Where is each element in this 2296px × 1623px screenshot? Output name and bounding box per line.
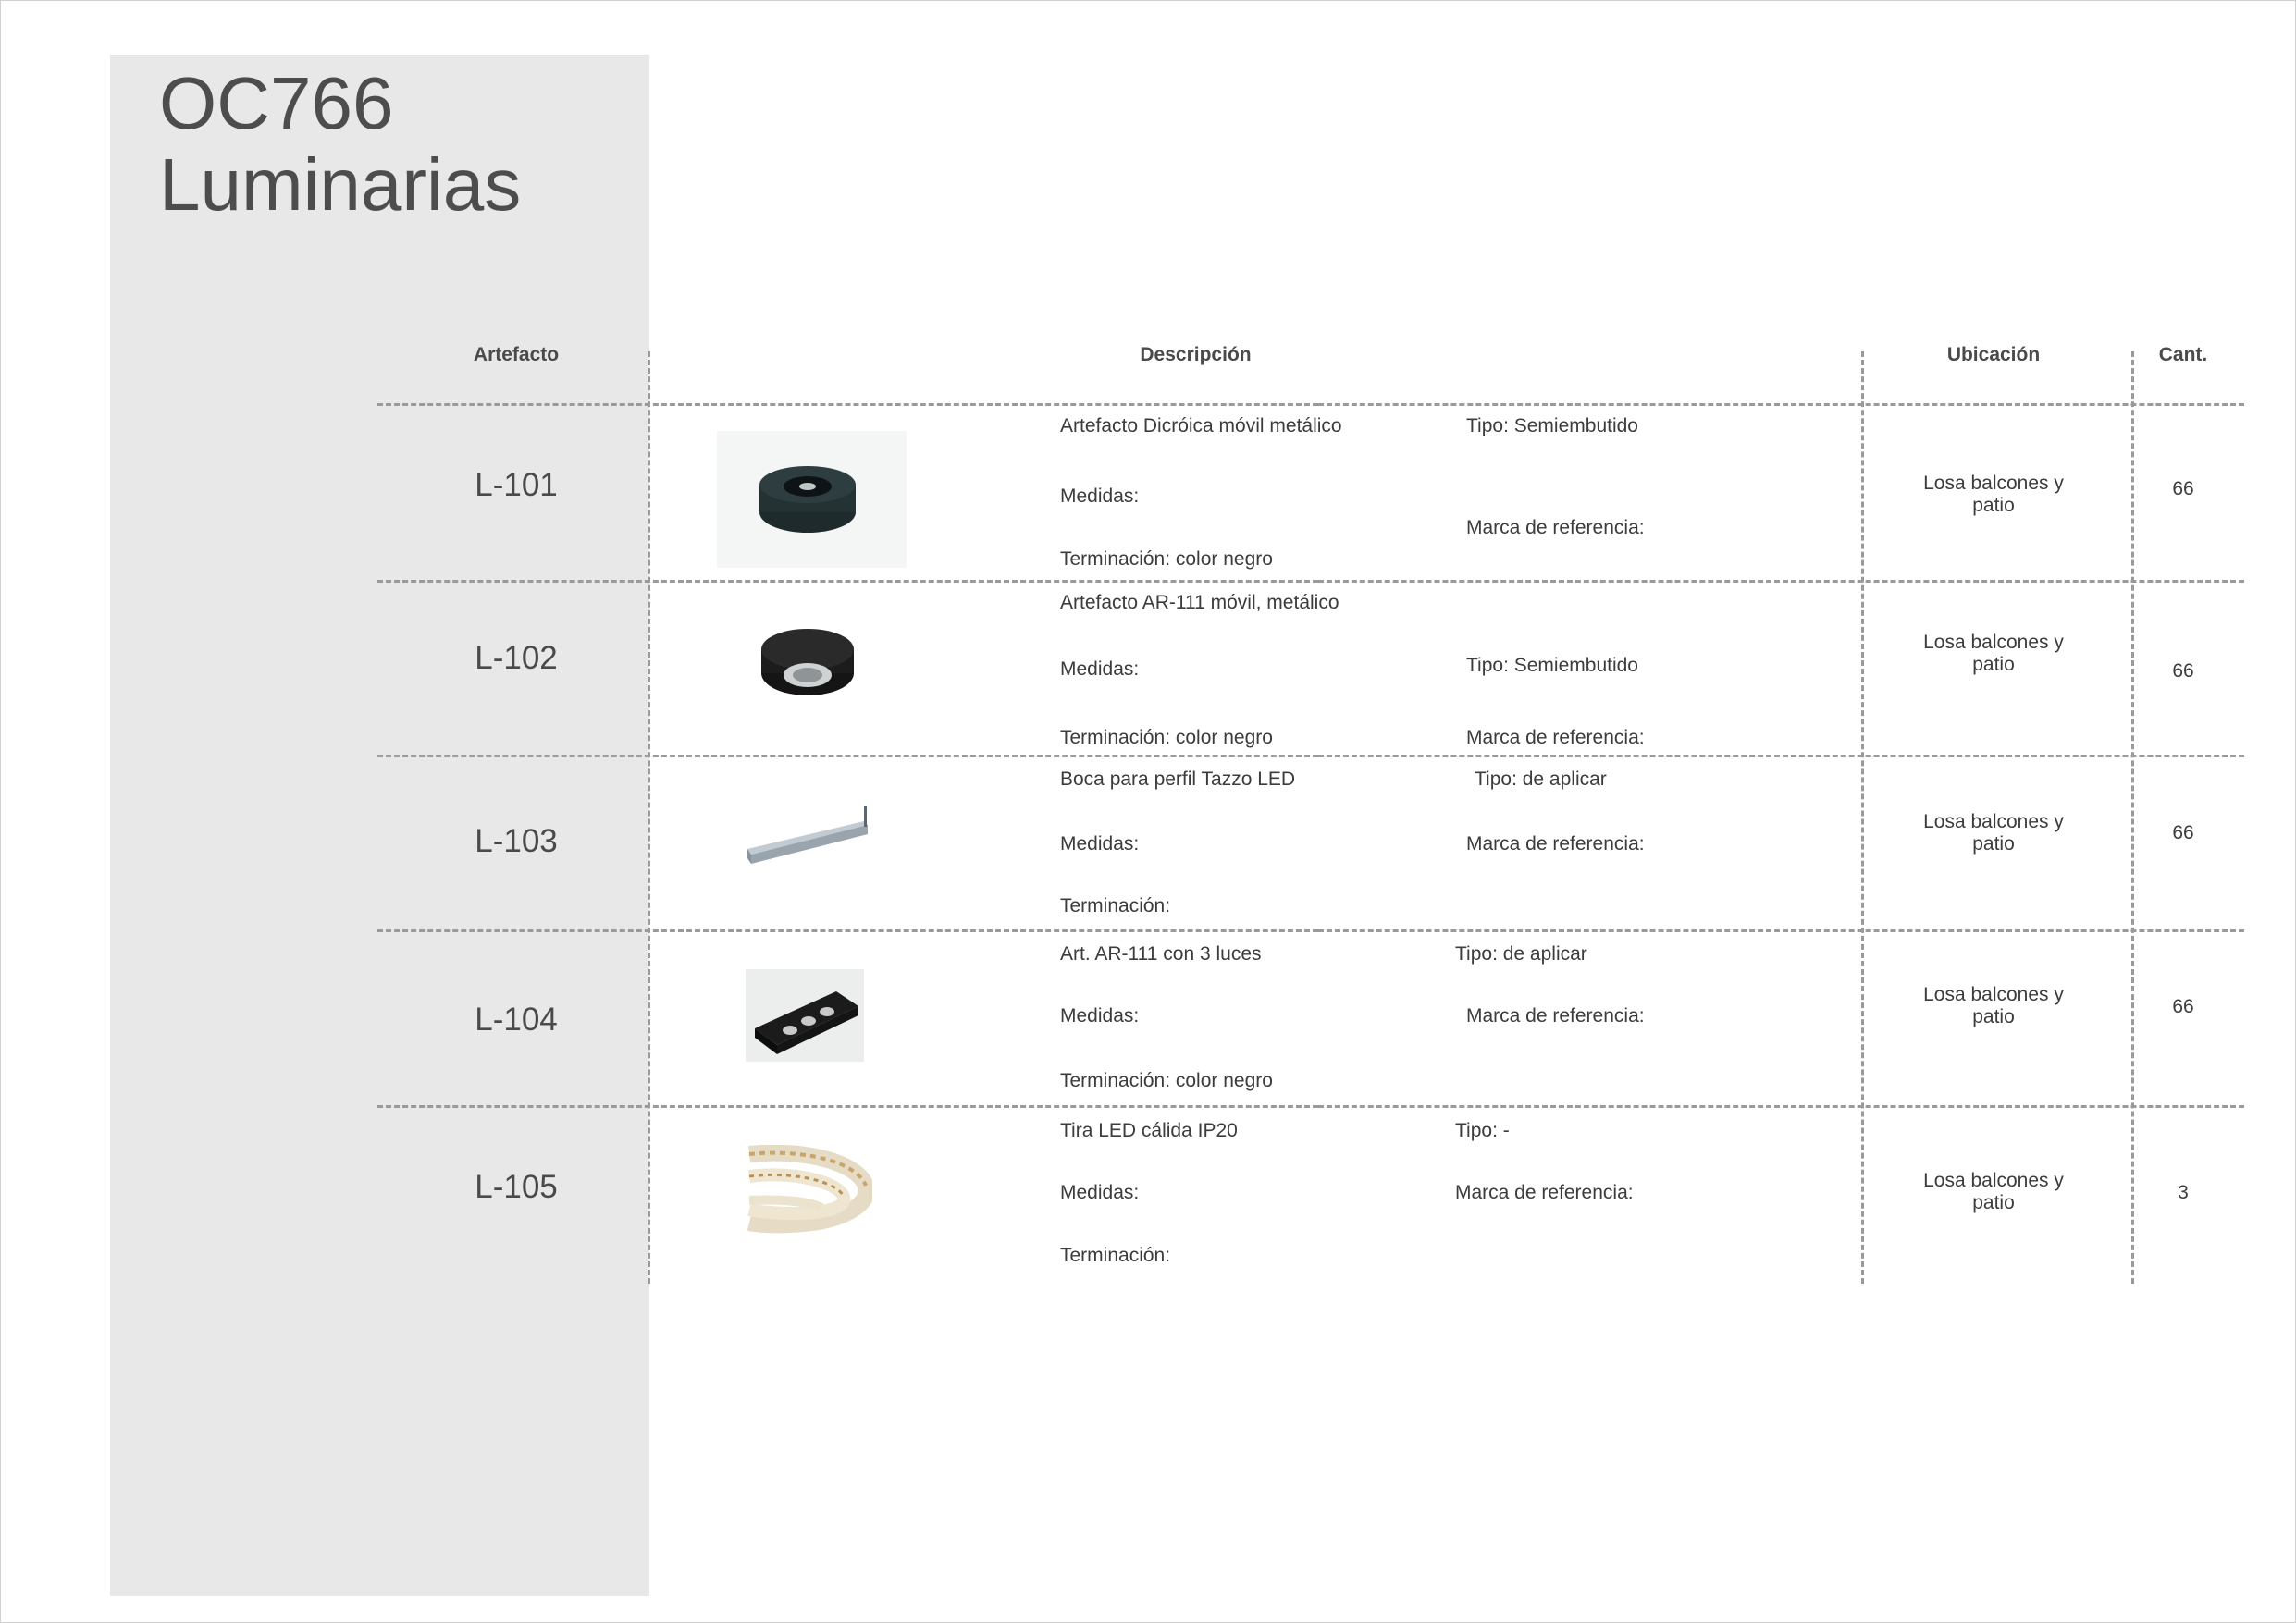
row-tipo: Tipo: - — [1455, 1120, 1510, 1141]
row-tipo: Tipo: de aplicar — [1455, 943, 1587, 965]
row-name: Art. AR-111 con 3 luces — [1060, 943, 1262, 965]
row-medidas: Medidas: — [1060, 1182, 1140, 1203]
row-ubicacion: Losa balcones y patio — [1923, 473, 2064, 516]
row-tipo: Tipo: Semiembutido — [1466, 655, 1638, 676]
row-divider — [1318, 580, 2244, 583]
page-title — [159, 63, 521, 226]
row-medidas: Medidas: — [1060, 833, 1140, 855]
row-cantidad: 66 — [2172, 996, 2194, 1017]
title-code: OC766 — [159, 62, 394, 144]
header-artefacto: Artefacto — [473, 344, 560, 365]
row-terminacion: Terminación: color negro — [1060, 727, 1273, 748]
row-medidas: Medidas: — [1060, 486, 1140, 507]
row-terminacion: Terminación: color negro — [1060, 548, 1273, 570]
row-name: Artefacto Dicróica móvil metálico — [1060, 415, 1342, 436]
row-code: L-101 — [475, 467, 558, 503]
header-ubicacion: Ubicación — [1946, 344, 2041, 365]
row-divider — [377, 929, 1318, 932]
row-cantidad: 3 — [2178, 1182, 2189, 1203]
header-cantidad: Cant. — [2158, 344, 2208, 365]
row-tipo: Tipo: Semiembutido — [1466, 415, 1638, 436]
row-terminacion: Terminación: color negro — [1060, 1070, 1273, 1091]
triple-spotlight-box-icon — [746, 969, 864, 1062]
led-strip-reel-icon — [747, 1145, 872, 1247]
round-dichroic-spotlight-icon — [717, 431, 907, 568]
row-divider — [377, 403, 1318, 406]
row-marca: Marca de referencia: — [1466, 727, 1645, 748]
row-divider — [377, 1105, 1318, 1108]
row-ubicacion: Losa balcones y patio — [1923, 811, 2064, 855]
row-name: Artefacto AR-111 móvil, metálico — [1060, 592, 1339, 613]
row-divider — [1318, 403, 2244, 406]
row-terminacion: Terminación: — [1060, 895, 1171, 916]
round-ar111-spotlight-icon — [754, 621, 874, 705]
row-tipo: Tipo: de aplicar — [1475, 768, 1607, 790]
row-code: L-104 — [475, 1002, 558, 1038]
row-code: L-105 — [475, 1169, 558, 1205]
row-divider — [377, 580, 1318, 583]
linear-led-profile-icon — [746, 805, 870, 869]
column-divider — [1861, 351, 1864, 1284]
row-terminacion: Terminación: — [1060, 1245, 1171, 1266]
row-divider — [1318, 755, 2244, 757]
row-code: L-103 — [475, 823, 558, 859]
row-cantidad: 66 — [2172, 822, 2194, 843]
row-marca: Marca de referencia: — [1455, 1182, 1634, 1203]
row-medidas: Medidas: — [1060, 658, 1140, 680]
row-name: Boca para perfil Tazzo LED — [1060, 768, 1296, 790]
column-divider — [2131, 351, 2134, 1284]
row-divider — [1318, 1105, 2244, 1108]
row-marca: Marca de referencia: — [1466, 1005, 1645, 1027]
row-marca: Marca de referencia: — [1466, 833, 1645, 855]
row-marca: Marca de referencia: — [1466, 517, 1645, 538]
row-medidas: Medidas: — [1060, 1005, 1140, 1027]
row-ubicacion: Losa balcones y patio — [1923, 632, 2064, 675]
row-name: Tira LED cálida IP20 — [1060, 1120, 1238, 1141]
row-cantidad: 66 — [2172, 478, 2194, 499]
row-divider — [377, 755, 1318, 757]
title-subject: Luminarias — [159, 143, 522, 226]
row-cantidad: 66 — [2172, 660, 2194, 682]
row-ubicacion: Losa balcones y patio — [1923, 984, 2064, 1027]
row-divider — [1318, 929, 2244, 932]
header-descripcion: Descripción — [1140, 344, 1252, 365]
row-code: L-102 — [475, 640, 558, 676]
row-ubicacion: Losa balcones y patio — [1923, 1170, 2064, 1213]
